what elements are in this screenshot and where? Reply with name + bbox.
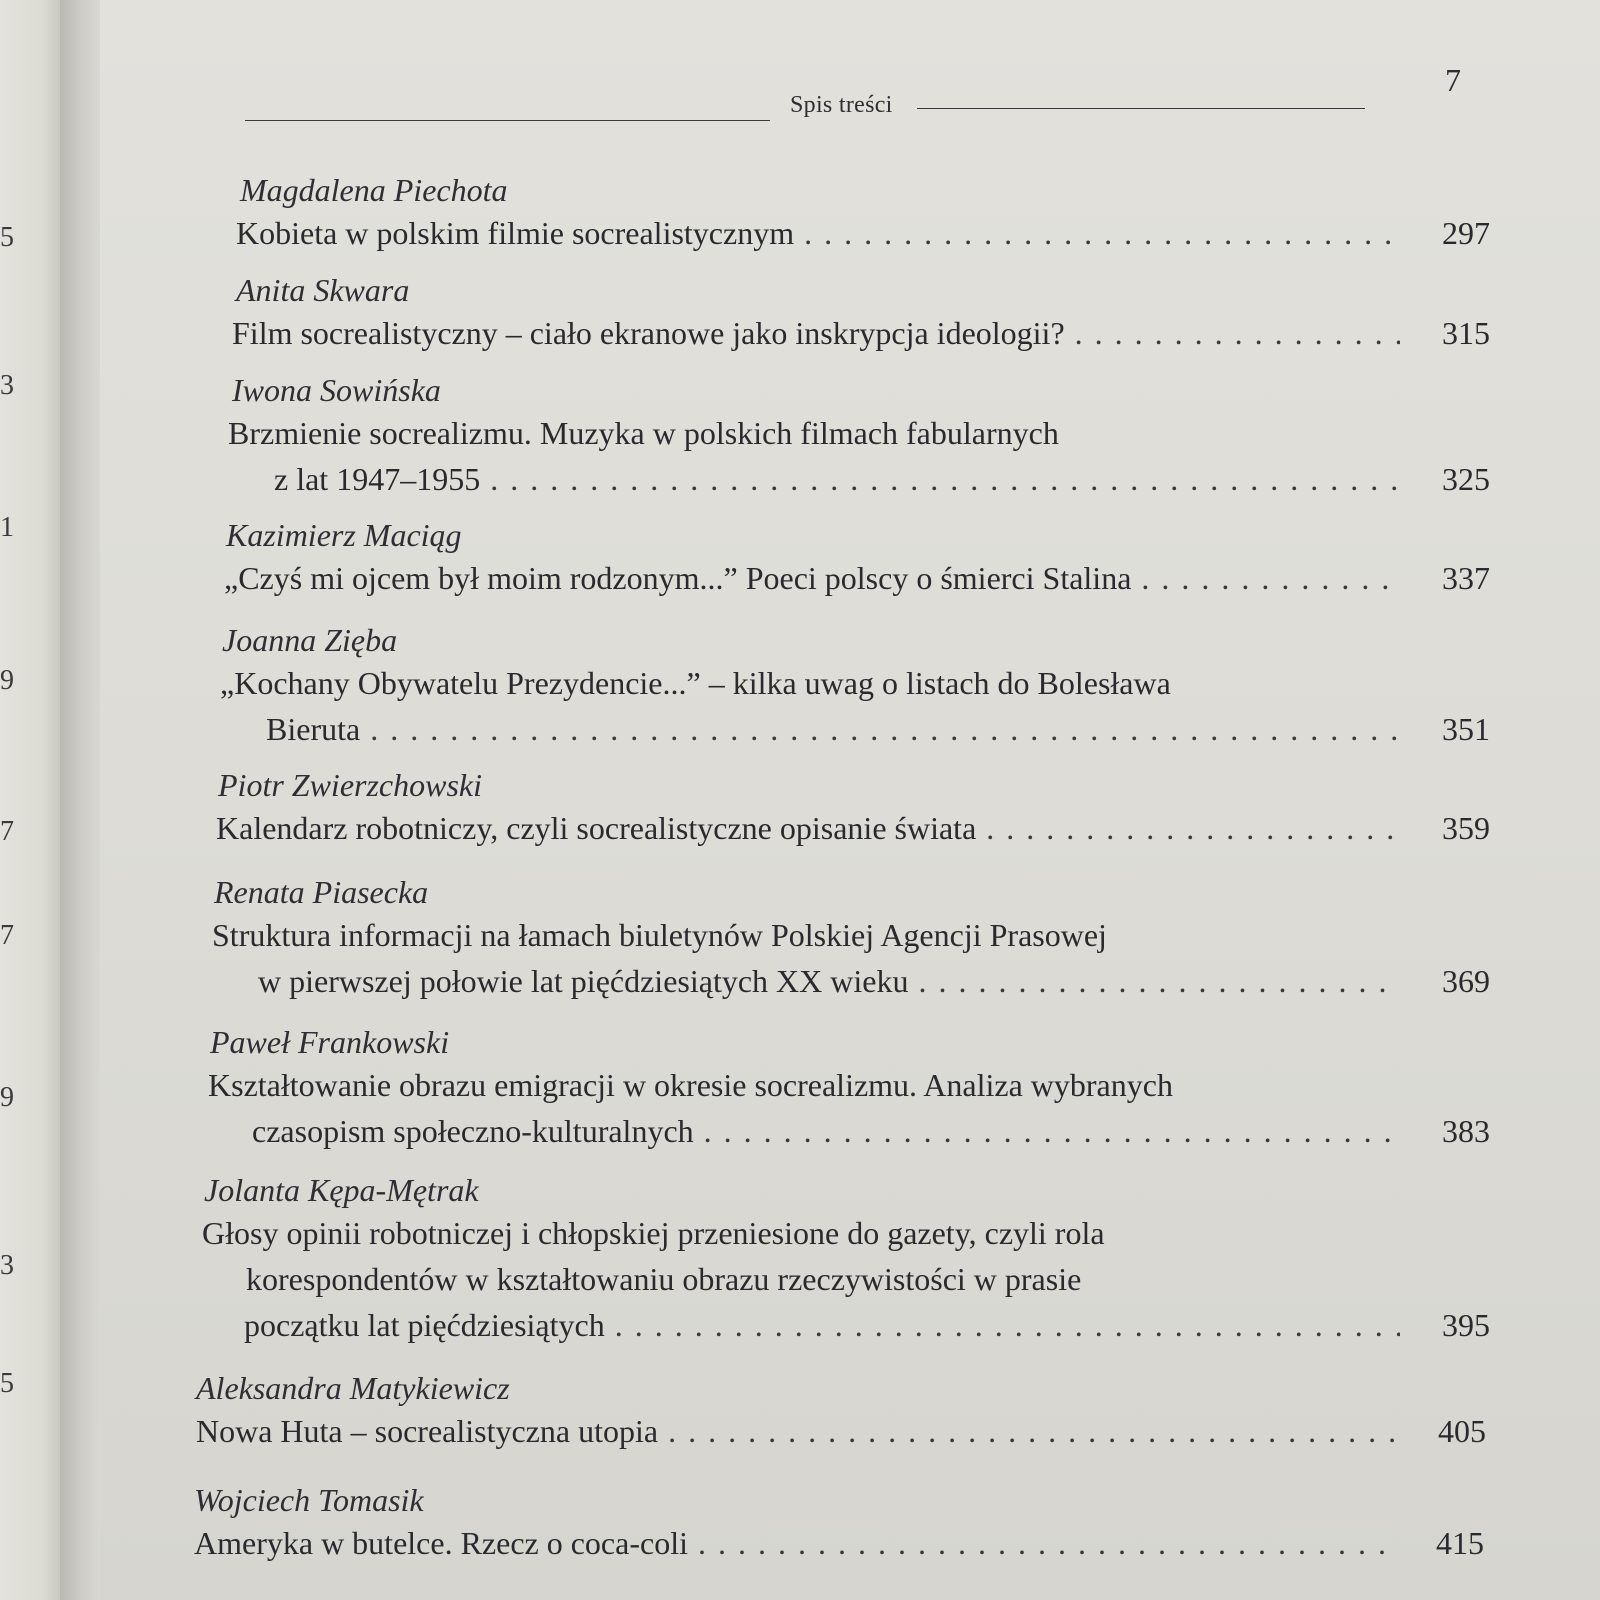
leader-dots [698,1520,1394,1566]
toc-entry [200,270,1490,356]
entry-page: 325 [1442,461,1490,497]
book-gutter [60,0,100,1600]
left-page-number: 7 [0,816,14,847]
entry-page: 315 [1442,315,1490,351]
entry-author: Jolanta Kępa-Mętrak [204,1172,479,1208]
entry-page: 369 [1442,963,1490,999]
entry-author: Aleksandra Matykiewicz [196,1370,510,1406]
entry-title-line [200,410,1490,456]
entry-title-line [200,1302,1490,1348]
leader-dots [490,456,1400,502]
header-rule-right [917,108,1365,109]
toc-entry [200,170,1490,256]
toc-entry [200,872,1490,1004]
entry-author: Magdalena Piechota [240,172,508,208]
entry-page: 351 [1442,711,1490,747]
entry-title-line [200,1256,1490,1302]
left-page-number: 7 [0,920,14,951]
entry-title: Struktura informacji na łamach biuletynów Polskiej Agencji Prasowej [212,917,1107,953]
left-page-number: 1 [0,512,14,543]
entry-title: Nowa Huta – socrealistyczna utopia [196,1413,659,1449]
leader-dots [804,210,1400,256]
entry-title-line [200,912,1490,958]
entry-title-line [194,1520,1484,1566]
toc-entry [200,515,1490,601]
entry-title-line [200,706,1490,752]
entry-title: „Kochany Obywatelu Prezydencie...” – kilka uwag o listach do Bolesława [220,665,1171,701]
entry-author: Renata Piasecka [214,874,429,910]
leader-dots [1075,310,1400,356]
entry-page: 405 [1438,1413,1486,1449]
entry-title-line [200,1210,1490,1256]
leader-dots [1141,555,1400,601]
left-page-number: 3 [0,1250,14,1281]
entry-author: Wojciech Tomasik [194,1482,424,1518]
entry-title: w pierwszej połowie lat pięćdziesiątych XX wieku [258,963,909,999]
leader-dots [986,805,1400,851]
toc-entry [200,1170,1490,1348]
entry-title-line [200,1108,1490,1154]
entry-author: Piotr Zwierzchowski [218,767,483,803]
entry-title: Film socrealistyczny – ciało ekranowe jako inskrypcja ideologii? [232,315,1065,351]
entry-title: początku lat pięćdziesiątych [244,1307,605,1343]
toc-entry [200,620,1490,752]
entry-title-line [200,456,1490,502]
entry-title-line [200,660,1490,706]
entry-title-line [196,1408,1486,1454]
entry-page: 395 [1442,1307,1490,1343]
entry-author: Kazimierz Maciąg [226,517,462,553]
left-page-edge [0,0,60,1600]
entry-title-line [200,958,1490,1004]
entry-title: Bieruta [266,711,361,747]
entry-page: 297 [1442,215,1490,251]
leader-dots [668,1408,1396,1454]
entry-title: korespondentów w kształtowaniu obrazu rzeczywistości w prasie [246,1261,1082,1297]
entry-title: Głosy opinii robotniczej i chłopskiej przeniesione do gazety, czyli rola [202,1215,1105,1251]
entry-author: Joanna Zięba [222,622,398,658]
entry-title: Kobieta w polskim filmie socrealistycznym [236,215,795,251]
entry-title-line [200,210,1490,256]
entry-title-line [200,555,1490,601]
entry-title: Kalendarz robotniczy, czyli socrealistyczne opisanie świata [216,810,977,846]
entry-author: Iwona Sowińska [232,372,441,408]
entry-title: „Czyś mi ojcem był moim rodzonym...” Poeci polscy o śmierci Stalina [224,560,1132,596]
left-page-number: 3 [0,370,14,401]
leader-dots [370,706,1400,752]
left-page-number: 5 [0,1368,14,1399]
entry-title: Kształtowanie obrazu emigracji w okresie socrealizmu. Analiza wybranych [208,1067,1173,1103]
toc-entry [196,1368,1486,1454]
entry-title-line [200,310,1490,356]
entry-title-line [200,805,1490,851]
entry-page: 383 [1442,1113,1490,1149]
leader-dots [704,1108,1400,1154]
toc-entry [194,1480,1484,1566]
entry-title: czasopism społeczno-kulturalnych [252,1113,694,1149]
left-page-number: 9 [0,665,14,696]
toc-entry [200,765,1490,851]
leader-dots [615,1302,1400,1348]
entry-author: Anita Skwara [236,272,410,308]
header-rule-left [245,120,770,121]
running-header [245,88,1365,128]
leader-dots [918,958,1400,1004]
entry-page: 359 [1442,810,1490,846]
left-page-number: 5 [0,222,14,253]
toc-entry [200,1022,1490,1154]
entry-page: 337 [1442,560,1490,596]
header-title: Spis treści [790,92,893,118]
entry-title: z lat 1947–1955 [274,461,481,497]
toc-entry [200,370,1490,502]
page-number: 7 [1445,62,1461,98]
left-page-number: 9 [0,1082,14,1113]
entry-title-line [200,1062,1490,1108]
entry-title: Brzmienie socrealizmu. Muzyka w polskich filmach fabularnych [228,415,1059,451]
entry-page: 415 [1436,1525,1484,1561]
entry-author: Paweł Frankowski [210,1024,450,1060]
entry-title: Ameryka w butelce. Rzecz o coca-coli [194,1525,688,1561]
